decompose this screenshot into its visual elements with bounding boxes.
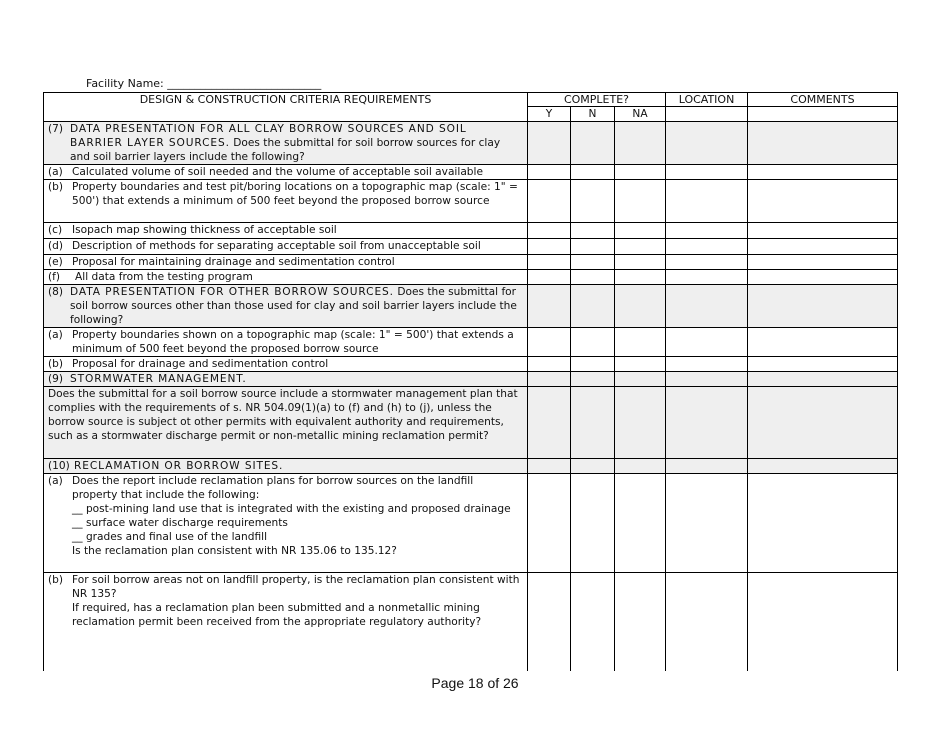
n-cell[interactable] — [571, 285, 615, 328]
location-cell[interactable] — [666, 459, 748, 474]
location-cell[interactable] — [666, 223, 748, 239]
table-row — [44, 387, 898, 459]
item-7a — [44, 165, 528, 180]
section-text: Does the submittal for soil borrow sources other than those used for clay and soil barrier layers include the following? — [70, 286, 517, 326]
checklist-option: __ surface water discharge requirements — [72, 517, 288, 529]
comments-cell[interactable] — [748, 573, 898, 671]
na-cell[interactable] — [615, 328, 666, 357]
complete-header: COMPLETE? — [528, 93, 666, 107]
comments-cell[interactable] — [748, 459, 898, 474]
item-text: Proposal for drainage and sedimentation control — [72, 358, 329, 370]
na-header: NA — [615, 107, 666, 122]
section-9-heading — [44, 372, 528, 387]
location-cell[interactable] — [666, 285, 748, 328]
location-cell[interactable] — [666, 474, 748, 573]
table-row — [44, 239, 898, 255]
location-cell[interactable] — [666, 239, 748, 255]
na-cell[interactable] — [615, 223, 666, 239]
comments-cell[interactable] — [748, 357, 898, 372]
n-cell[interactable] — [571, 223, 615, 239]
section-title: RECLAMATION OR BORROW SITES. — [74, 460, 284, 472]
table-row — [44, 459, 898, 474]
facility-name-field[interactable]: ____________________________ — [167, 77, 322, 90]
y-cell[interactable] — [528, 474, 571, 573]
item-7f — [44, 270, 528, 285]
item-7b — [44, 180, 528, 223]
comments-cell[interactable] — [748, 387, 898, 459]
comments-cell[interactable] — [748, 239, 898, 255]
item-7c — [44, 223, 528, 239]
table-row — [44, 255, 898, 270]
criteria-header: DESIGN & CONSTRUCTION CRITERIA REQUIREMENTS — [44, 93, 528, 122]
item-number: (a) — [48, 166, 63, 178]
y-cell[interactable] — [528, 372, 571, 387]
table-row — [44, 165, 898, 180]
na-cell[interactable] — [615, 180, 666, 223]
item-text: All data from the testing program — [75, 271, 253, 283]
section-8-heading — [44, 285, 528, 328]
location-cell[interactable] — [666, 165, 748, 180]
table-row — [44, 122, 898, 165]
y-cell[interactable] — [528, 573, 571, 671]
checklist-option: __ post-mining land use that is integrated with the existing and proposed drainage — [72, 503, 511, 515]
section-number: (7) — [48, 123, 64, 135]
n-cell[interactable] — [571, 459, 615, 474]
location-cell[interactable] — [666, 573, 748, 671]
facility-name-line — [86, 77, 321, 90]
item-number: (a) — [48, 475, 63, 487]
item-number: (b) — [48, 181, 63, 193]
comments-cell[interactable] — [748, 372, 898, 387]
item-number: (c) — [48, 224, 63, 236]
comments-cell[interactable] — [748, 270, 898, 285]
comments-cell[interactable] — [748, 328, 898, 357]
item-number: (f) — [48, 271, 60, 283]
page-number: Page 18 of 26 — [431, 675, 519, 691]
na-cell[interactable] — [615, 573, 666, 671]
comments-cell[interactable] — [748, 255, 898, 270]
table-row — [44, 223, 898, 239]
item-number: (a) — [48, 329, 63, 341]
location-cell[interactable] — [666, 372, 748, 387]
comments-cell[interactable] — [748, 165, 898, 180]
y-cell[interactable] — [528, 122, 571, 165]
n-cell[interactable] — [571, 372, 615, 387]
na-cell[interactable] — [615, 165, 666, 180]
item-8b — [44, 357, 528, 372]
n-cell[interactable] — [571, 328, 615, 357]
item-text: Isopach map showing thickness of acceptable soil — [72, 224, 337, 236]
item-text: Calculated volume of soil needed and the volume of acceptable soil available — [72, 166, 483, 178]
table-row — [44, 474, 898, 573]
y-cell[interactable] — [528, 255, 571, 270]
section-9-text: Does the submittal for a soil borrow source include a stormwater management plan that complies with the requirements of s. NR 504.09(1)(a) to (f) and (h) to (j), unless the borrow source is subject ot other permits with equivalent authority and requirements, such as a stormwater discharge permit or non-metallic mining reclamation permit? — [44, 387, 528, 459]
n-cell[interactable] — [571, 239, 615, 255]
y-cell[interactable] — [528, 223, 571, 239]
section-10-heading — [44, 459, 528, 474]
na-cell[interactable] — [615, 270, 666, 285]
y-cell[interactable] — [528, 357, 571, 372]
y-cell[interactable] — [528, 285, 571, 328]
comments-header: COMMENTS — [748, 93, 898, 107]
item-10a — [44, 474, 528, 573]
table-row — [44, 372, 898, 387]
location-header: LOCATION — [666, 93, 748, 107]
criteria-table — [43, 92, 898, 671]
item-8a — [44, 328, 528, 357]
comments-cell[interactable] — [748, 122, 898, 165]
item-question: Is the reclamation plan consistent with NR 135.06 to 135.12? — [72, 545, 397, 557]
item-7e — [44, 255, 528, 270]
table-row — [44, 573, 898, 671]
section-number: (9) — [48, 373, 64, 385]
na-cell[interactable] — [615, 387, 666, 459]
n-cell[interactable] — [571, 180, 615, 223]
comments-cell[interactable] — [748, 223, 898, 239]
n-cell[interactable] — [571, 357, 615, 372]
item-text: Does the report include reclamation plans for borrow sources on the landfill property that include the following: — [72, 475, 474, 501]
location-cell[interactable] — [666, 387, 748, 459]
y-cell[interactable] — [528, 459, 571, 474]
item-text: Proposal for maintaining drainage and sedimentation control — [72, 256, 395, 268]
section-text: Does the submittal for soil borrow sources for clay and soil barrier layers include the following? — [70, 137, 501, 163]
comments-cell[interactable] — [748, 285, 898, 328]
section-number: (10) — [48, 460, 70, 472]
na-cell[interactable] — [615, 255, 666, 270]
y-cell[interactable] — [528, 165, 571, 180]
y-cell[interactable] — [528, 270, 571, 285]
table-row — [44, 328, 898, 357]
item-text: Description of methods for separating acceptable soil from unacceptable soil — [72, 240, 481, 252]
section-title: STORMWATER MANAGEMENT. — [70, 373, 247, 385]
y-cell[interactable] — [528, 328, 571, 357]
y-cell[interactable] — [528, 387, 571, 459]
na-cell[interactable] — [615, 357, 666, 372]
n-cell[interactable] — [571, 387, 615, 459]
item-number: (e) — [48, 256, 63, 268]
na-cell[interactable] — [615, 459, 666, 474]
section-title: DATA PRESENTATION FOR ALL CLAY BORROW SOURCES AND SOIL BARRIER LAYER SOURCES. — [70, 123, 467, 149]
table-row — [44, 270, 898, 285]
item-number: (b) — [48, 574, 63, 586]
item-number: (b) — [48, 358, 63, 370]
location-cell[interactable] — [666, 357, 748, 372]
item-number: (d) — [48, 240, 63, 252]
na-cell[interactable] — [615, 285, 666, 328]
section-7-heading — [44, 122, 528, 165]
y-cell[interactable] — [528, 239, 571, 255]
item-7d — [44, 239, 528, 255]
y-cell[interactable] — [528, 180, 571, 223]
n-cell[interactable] — [571, 165, 615, 180]
table-row — [44, 180, 898, 223]
na-cell[interactable] — [615, 239, 666, 255]
comments-cell[interactable] — [748, 474, 898, 573]
location-cell[interactable] — [666, 270, 748, 285]
table-header-row — [44, 93, 898, 107]
yes-header: Y — [528, 107, 571, 122]
section-title: DATA PRESENTATION FOR OTHER BORROW SOURCES. — [70, 286, 394, 298]
n-cell[interactable] — [571, 573, 615, 671]
na-cell[interactable] — [615, 474, 666, 573]
item-text: Property boundaries and test pit/boring locations on a topographic map (scale: 1" = 500') that extends a minimum of 500 feet beyond the proposed borrow source — [72, 181, 518, 207]
location-subheader — [666, 107, 748, 122]
item-question: If required, has a reclamation plan been submitted and a nonmetallic mining reclamation permit been received from the appropriate regulatory authority? — [72, 602, 482, 628]
section-number: (8) — [48, 286, 64, 298]
location-cell[interactable] — [666, 328, 748, 357]
location-cell[interactable] — [666, 255, 748, 270]
facility-name-label: Facility Name: — [86, 77, 168, 90]
comments-subheader — [748, 107, 898, 122]
n-cell[interactable] — [571, 270, 615, 285]
n-cell[interactable] — [571, 122, 615, 165]
n-cell[interactable] — [571, 474, 615, 573]
comments-cell[interactable] — [748, 180, 898, 223]
n-cell[interactable] — [571, 255, 615, 270]
item-question: For soil borrow areas not on landfill property, is the reclamation plan consistent with NR 135? — [72, 574, 520, 600]
no-header: N — [571, 107, 615, 122]
location-cell[interactable] — [666, 122, 748, 165]
checklist-option: __ grades and final use of the landfill — [72, 531, 268, 543]
item-10b — [44, 573, 528, 671]
na-cell[interactable] — [615, 372, 666, 387]
item-text: Property boundaries shown on a topographic map (scale: 1" = 500') that extends a minimum of 500 feet beyond the proposed borrow source — [72, 329, 514, 355]
table-row — [44, 285, 898, 328]
na-cell[interactable] — [615, 122, 666, 165]
table-row — [44, 357, 898, 372]
location-cell[interactable] — [666, 180, 748, 223]
